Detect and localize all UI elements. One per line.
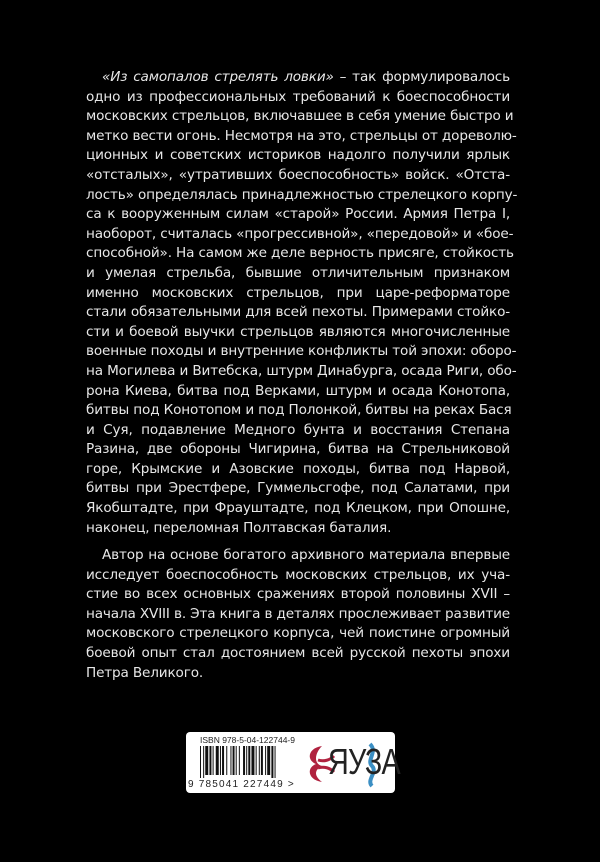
text-line: са к вооруженным силам «старой» России. Армия Петра I, xyxy=(86,206,510,223)
barcode-bar xyxy=(248,746,250,775)
text-line: способной». На самом же деле верность присяге, стойкость xyxy=(86,245,514,262)
text-line: «отсталых», «утративших боеспособность» войск. «Отста- xyxy=(86,166,510,183)
text-line: горе, Крымские и Азовские походы, битва под Нарвой, xyxy=(86,460,510,477)
barcode-bar xyxy=(205,746,208,775)
publisher-logo-text: ЯУЗА xyxy=(328,741,400,782)
barcode-bar xyxy=(246,746,247,775)
text-line: метко вести огонь. Несмотря на это, стрельцы от дореволю- xyxy=(86,127,517,144)
text-line: наконец, переломная Полтавская баталия. xyxy=(86,519,392,536)
barcode-bar xyxy=(220,746,221,775)
text-line: ционных и советских историков надолго получили ярлык xyxy=(86,147,510,164)
barcode-bar xyxy=(239,746,240,775)
barcode-bar xyxy=(271,746,273,778)
text-line: московского стрелецкого корпуса, чей поистине огромный xyxy=(86,625,510,642)
text-line: и Суя, подавление Медного бунта и восстания Степана xyxy=(86,421,510,438)
text-line: начала XVIII в. Эта книга в деталях прослеживает развитие xyxy=(86,605,510,622)
barcode-bar xyxy=(261,746,263,775)
description-paragraph-2 xyxy=(86,546,510,683)
text-line: стали обязательными для всей пехоты. Примерами стойко- xyxy=(86,304,510,321)
barcode-bar xyxy=(259,746,260,775)
barcode-bar xyxy=(233,746,235,775)
text-line: Петра Великого. xyxy=(86,664,204,681)
barcode-bar xyxy=(216,746,219,775)
text-line: Автор на основе богатого архивного материала впервые xyxy=(102,547,510,563)
barcode-bar xyxy=(222,746,224,775)
barcode-bar xyxy=(267,746,270,775)
text-line: и умелая стрельба, бывшие отличительным признаком xyxy=(86,264,510,281)
barcode-bar xyxy=(251,746,254,775)
text-line: сти и боевой выучки стрельцов являются многочисленные xyxy=(86,323,510,340)
barcode-bar xyxy=(226,746,227,775)
text-line: боевой опыт стал достоянием всей русской пехоты эпохи xyxy=(86,644,510,661)
text-segment: – так формулировалось xyxy=(333,69,510,85)
text-line xyxy=(86,68,510,88)
text-line: военные походы и внутренние конфликты той эпохи: оборо- xyxy=(86,343,517,360)
text-line: лость» определялась принадлежностью стрелецкого корпу- xyxy=(86,186,518,203)
text-line: рона Киева, битва под Верками, штурм и осада Конотопа, xyxy=(86,382,510,399)
text-line: наоборот, считалась «прогрессивной», «передовой» и «бое- xyxy=(86,225,514,242)
text-line: исследует боеспособность московских стрельцов, их уча- xyxy=(86,566,510,583)
barcode-bar xyxy=(230,746,231,775)
barcode-bar xyxy=(275,746,276,778)
quote-text: «Из самопалов стрелять ловки» xyxy=(102,69,334,85)
barcode-bars xyxy=(200,746,298,778)
text-line: битвы при Эрестфере, Гуммельсгофе, под Салатами, при xyxy=(86,480,510,497)
barcode-bar xyxy=(213,746,214,775)
text-line: на Могилева и Витебска, штурм Динабурга, осада Риги, обо- xyxy=(86,362,517,379)
text-line: битвы под Конотопом и под Полонкой, битвы на реках Бася xyxy=(86,402,512,419)
barcode-bar xyxy=(265,746,266,775)
barcode-bar xyxy=(243,746,245,775)
barcode-bar xyxy=(203,746,204,778)
barcode-bar xyxy=(209,746,211,775)
text-line: Разина, две обороны Чигирина, битва на Стрельниковой xyxy=(86,441,510,458)
barcode-sticker xyxy=(186,732,400,793)
text-line: московских стрельцов, включавшее в себя умение быстро и xyxy=(86,108,514,125)
text-line: именно московских стрельцов, при царе-реформаторе xyxy=(86,284,510,301)
text-line: Якобштадте, при Фрауштадте, под Клецком, при Опошне, xyxy=(86,500,510,517)
description-paragraph-1 xyxy=(86,68,518,538)
barcode-bar xyxy=(236,746,237,775)
isbn-text: ISBN 978-5-04-122744-9 xyxy=(200,735,295,745)
barcode-bar xyxy=(256,746,257,775)
barcode-digits: 9 785041 227449 > xyxy=(188,779,295,790)
text-line: стие во всех основных сражениях второй половины XVII – xyxy=(86,586,510,603)
text-line: одно из профессиональных требований к боеспособности xyxy=(86,88,510,105)
barcode-bar xyxy=(200,746,201,778)
